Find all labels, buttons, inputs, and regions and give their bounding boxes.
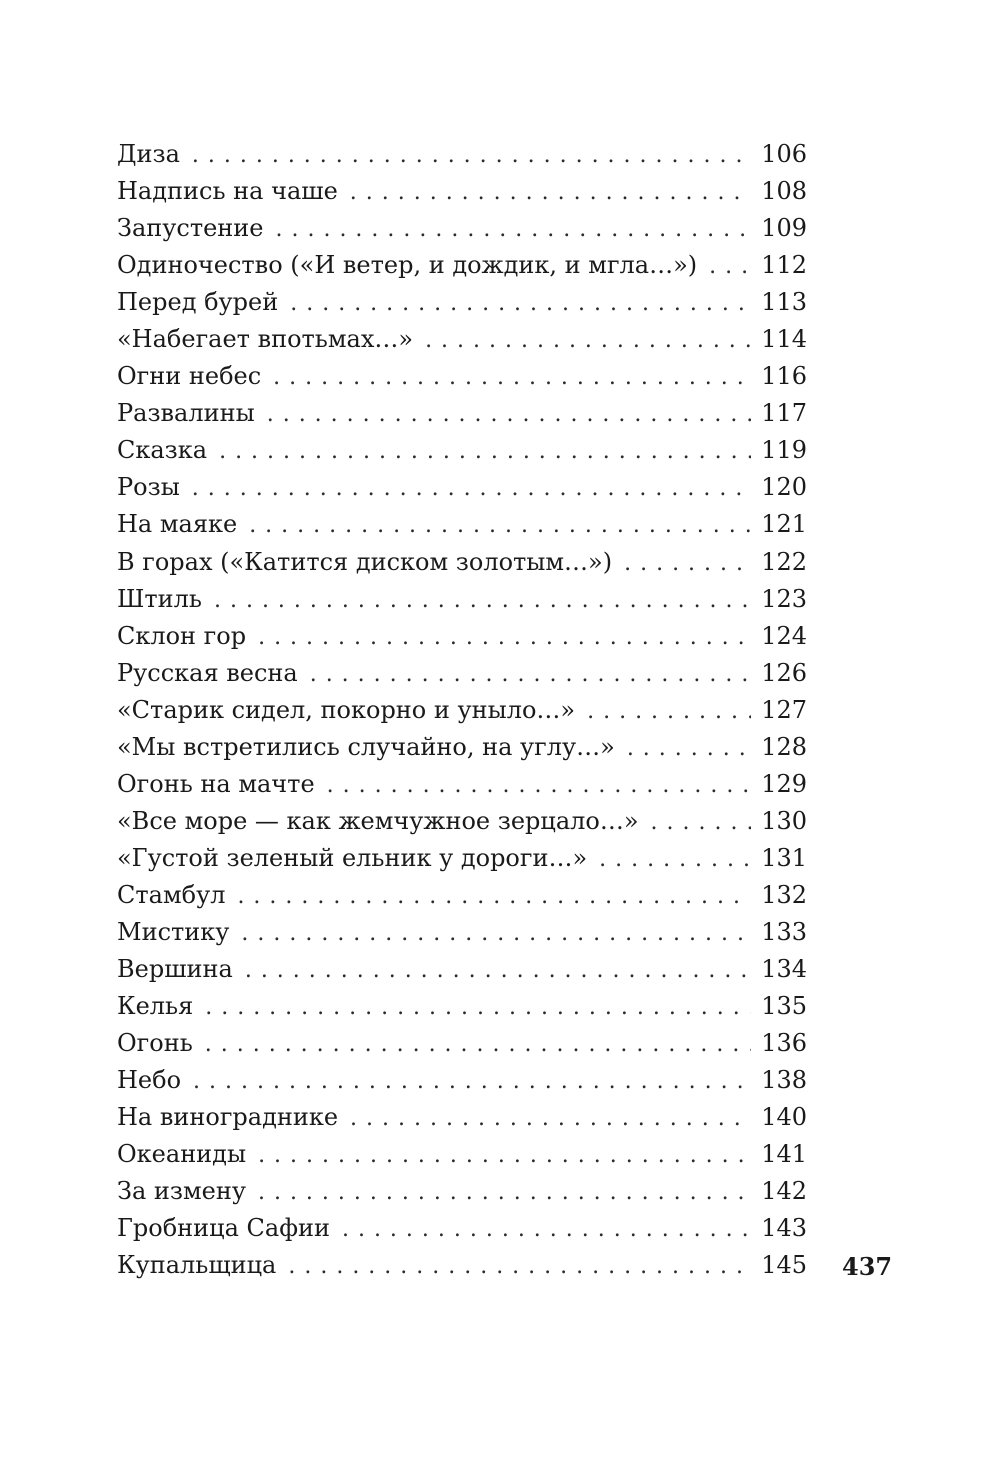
toc-entry-page: 119	[761, 436, 807, 465]
toc-entry-title: Русская весна	[117, 658, 298, 687]
dot-leader	[310, 656, 751, 693]
dot-leader	[627, 730, 751, 767]
toc-entry-page: 131	[761, 843, 807, 872]
toc-entry	[117, 247, 807, 284]
toc-entry	[117, 1099, 807, 1136]
toc-entry-page: 113	[761, 288, 807, 317]
toc-entry-page: 145	[761, 1251, 807, 1280]
toc-entry-title: «Густой зеленый ельник у дороги…»	[117, 843, 588, 872]
dot-leader	[219, 433, 751, 470]
toc-entry-page: 130	[761, 806, 807, 835]
toc-entry	[117, 692, 807, 729]
toc-entry-page: 142	[761, 1177, 807, 1206]
page-number: 437	[842, 1252, 893, 1281]
toc-entry-page: 128	[761, 732, 807, 761]
toc-entry-page: 109	[761, 214, 807, 243]
dot-leader	[342, 1211, 751, 1248]
toc-entry	[117, 136, 807, 173]
toc-entry-title: Огни небес	[117, 362, 262, 391]
toc-entry	[117, 840, 807, 877]
dot-leader	[651, 804, 752, 841]
toc-entry	[117, 766, 807, 803]
toc-entry-title: «Все море — как жемчужное зерцало…»	[117, 806, 639, 835]
toc-entry	[117, 655, 807, 692]
toc-entry-title: Диза	[117, 140, 180, 168]
dot-leader	[425, 322, 751, 359]
dot-leader	[709, 248, 751, 285]
dot-leader	[205, 1026, 751, 1063]
toc-entry	[117, 581, 807, 618]
toc-entry-title: Розы	[117, 473, 180, 502]
dot-leader	[192, 137, 751, 174]
dot-leader	[599, 841, 751, 878]
dot-leader	[205, 989, 751, 1026]
dot-leader	[192, 470, 751, 507]
toc-entry-page: 112	[761, 251, 807, 280]
dot-leader	[258, 1137, 751, 1174]
toc-entry-page: 141	[761, 1140, 807, 1169]
toc-entry-title: На винограднике	[117, 1103, 339, 1132]
dot-leader	[290, 285, 751, 322]
toc-entry-title: Огонь на мачте	[117, 769, 315, 798]
toc-entry	[117, 1136, 807, 1173]
toc-entry-page: 123	[761, 584, 807, 613]
toc-entry-title: Склон гор	[117, 621, 247, 650]
toc-entry-page: 124	[761, 621, 807, 650]
toc-entry-title: «Старик сидел, покорно и уныло…»	[117, 695, 576, 724]
toc-entry-title: За измену	[117, 1177, 246, 1206]
toc-entry-title: Перед бурей	[117, 288, 279, 317]
dot-leader	[288, 1248, 751, 1285]
toc-entry-title: Океаниды	[117, 1140, 247, 1169]
toc-entry-title: Штиль	[117, 584, 202, 613]
toc-entry	[117, 1062, 807, 1099]
toc-entry-title: В горах («Катится диском золотым…»)	[117, 547, 613, 576]
toc-entry	[117, 210, 807, 247]
dot-leader	[624, 545, 751, 582]
toc-entry	[117, 469, 807, 506]
toc-entry-page: 132	[761, 880, 807, 909]
toc-entry	[117, 1173, 807, 1210]
toc-entry	[117, 395, 807, 432]
toc-entry	[117, 544, 807, 581]
toc-entry-title: Сказка	[117, 436, 208, 465]
toc-entry	[117, 803, 807, 840]
toc-entry	[117, 1210, 807, 1247]
toc-entry	[117, 432, 807, 469]
toc-entry	[117, 358, 807, 395]
toc-entry-page: 129	[761, 769, 807, 798]
dot-leader	[245, 952, 751, 989]
toc-entry	[117, 1025, 807, 1062]
toc-entry-page: 136	[761, 1029, 807, 1058]
toc-entry-page: 114	[761, 325, 807, 354]
toc-entry	[117, 506, 807, 543]
toc-entry-page: 135	[761, 992, 807, 1021]
dot-leader	[273, 359, 751, 396]
dot-leader	[258, 1174, 751, 1211]
toc-entry	[117, 321, 807, 358]
toc-entry-title: Вершина	[117, 955, 233, 984]
toc-entry-page: 121	[761, 510, 807, 539]
toc-entry-page: 117	[761, 399, 807, 428]
toc-entry-page: 133	[761, 917, 807, 946]
toc-entry-page: 108	[761, 177, 807, 206]
toc-entry-title: Гробница Сафии	[117, 1214, 330, 1243]
toc-entry-page: 138	[761, 1066, 807, 1095]
dot-leader	[350, 174, 751, 211]
toc-entry-page: 122	[761, 547, 807, 576]
toc-entry	[117, 173, 807, 210]
toc-entry	[117, 914, 807, 951]
toc-entry-page: 116	[761, 362, 807, 391]
toc-entry	[117, 988, 807, 1025]
toc-entry	[117, 951, 807, 988]
toc-entry-title: Мистику	[117, 917, 230, 946]
toc-entry-page: 106	[761, 140, 807, 168]
dot-leader	[327, 767, 752, 804]
toc-entry-page: 143	[761, 1214, 807, 1243]
toc-entry-title: Одиночество («И ветер, и дождик, и мгла…»)	[117, 251, 698, 280]
toc-entry-title: Купальщица	[117, 1251, 277, 1280]
toc-entry-title: Небо	[117, 1066, 182, 1095]
dot-leader	[267, 396, 751, 433]
toc-entry-title: Надпись на чаше	[117, 177, 338, 206]
dot-leader	[237, 878, 751, 915]
dot-leader	[276, 211, 752, 248]
dot-leader	[258, 619, 751, 656]
toc-entry-title: Келья	[117, 992, 194, 1021]
toc-entry-page: 120	[761, 473, 807, 502]
dot-leader	[214, 582, 751, 619]
toc-entry-page: 134	[761, 955, 807, 984]
toc-entry-title: Огонь	[117, 1029, 193, 1058]
toc-entry	[117, 284, 807, 321]
toc-entry	[117, 618, 807, 655]
dot-leader	[241, 915, 751, 952]
dot-leader	[193, 1063, 751, 1100]
dot-leader	[249, 507, 751, 544]
toc-entry	[117, 729, 807, 766]
toc-entry-page: 127	[761, 695, 807, 724]
toc-entry-title: Запустение	[117, 214, 264, 243]
toc-entry-title: «Мы встретились случайно, на углу…»	[117, 732, 615, 761]
dot-leader	[587, 693, 751, 730]
toc-entry-title: Развалины	[117, 399, 255, 428]
toc-entry	[117, 1247, 807, 1284]
table-of-contents	[117, 136, 807, 1284]
toc-entry-title: Стамбул	[117, 880, 226, 909]
toc-entry-page: 126	[761, 658, 807, 687]
toc-entry-page: 140	[761, 1103, 807, 1132]
dot-leader	[350, 1100, 751, 1137]
toc-entry	[117, 877, 807, 914]
toc-entry-title: На маяке	[117, 510, 238, 539]
toc-entry-title: «Набегает впотьмах…»	[117, 325, 414, 354]
